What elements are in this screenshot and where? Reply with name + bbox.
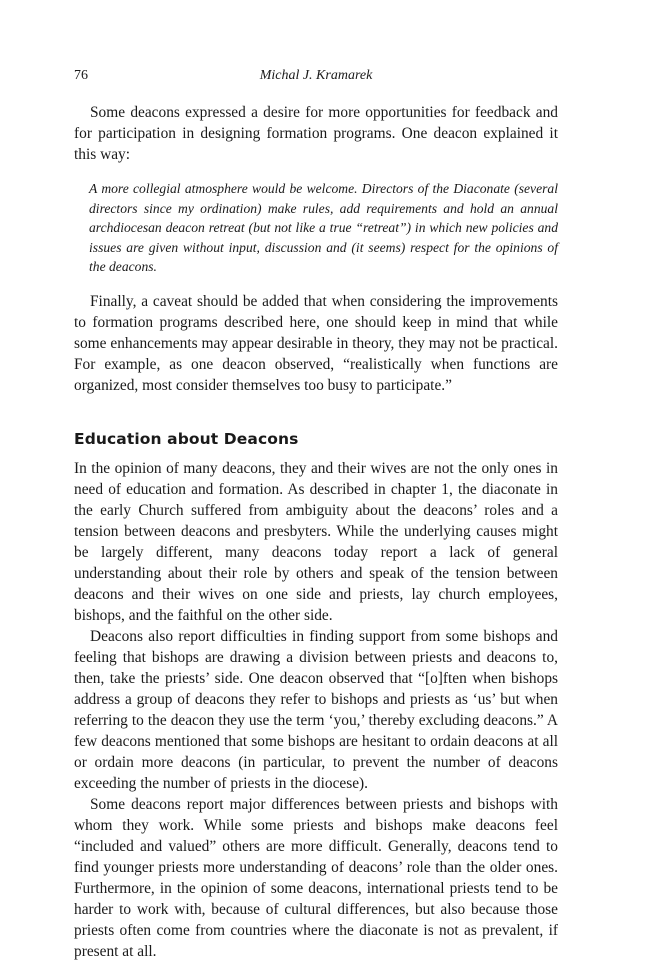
page-number: 76	[74, 68, 88, 83]
paragraph-education: In the opinion of many deacons, they and their wives are not the only ones in need of education and formation. As described in chapter 1, the diaconate in the early Church suffered from ambiguity about the deacons’ roles and a tension between deacons and presbyters. While the underlying causes might be largely different, many deacons today report a lack of general understanding about their role by others and speak of the tension between deacons and their wives on one side and priests, lay church employees, bishops, and the faithful on the other side.	[74, 459, 558, 624]
paragraph-priests-differences: Some deacons report major differences between priests and bishops with whom they work. While some priests and bishops make deacons feel “included and valued” others are more difficult. Generally, deacons tend to find younger priests more understanding of deacons’ role than the older ones. Furthermore, in the opinion of some deacons, international priests tend to be harder to work with, because of cultural differences, but also because those priests often come from countries where the diaconate is not as prevalent, if present at all.	[74, 795, 558, 960]
paragraph-caveat: Finally, a caveat should be added that when considering the improvements to formation programs described here, one should keep in mind that while some enhancements may appear desirable in theory, they may not be practical. For example, as one deacon observed, “realistically when functions are organized, most consider themselves too busy to participate.”	[74, 292, 558, 394]
paragraph-feedback: Some deacons expressed a desire for more opportunities for feedback and for participation in designing formation programs. One deacon explained it this way:	[74, 104, 558, 163]
paragraph-bishops-support: Deacons also report difficulties in finding support from some bishops and feeling that bishops are drawing a division between priests and deacons to, then, take the priests’ side. One deacon observed that “[o]ften when bishops address a group of deacons they refer to bishops and priests as ‘us’ but when referring to the deacon they use the term ‘you,’ thereby excluding deacons.” A few deacons mentioned that some bishops are hesitant to ordain deacons at all or ordain more deacons (in particular, to prevent the number of deacons exceeding the number of priests in the diocese).	[74, 627, 558, 792]
section-heading: Education about Deacons	[74, 429, 299, 448]
running-head: Michal J. Kramarek	[259, 68, 373, 83]
page-header	[74, 68, 558, 88]
page-body	[74, 102, 558, 962]
deacon-quote: A more collegial atmosphere would be welcome. Directors of the Diaconate (several directors since my ordination) make rules, add requirements and hold an annual archdiocesan deacon retreat (but not like a true “retreat”) in which new policies and issues are given without input, discussion and (it seems) respect for the opinions of the deacons.	[89, 181, 558, 274]
